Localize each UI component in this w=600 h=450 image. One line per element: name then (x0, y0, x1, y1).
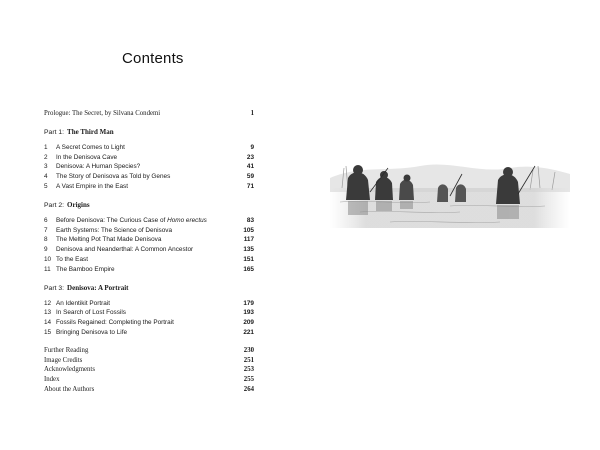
part-heading-2 (44, 200, 254, 210)
chapter-page: 23 (246, 153, 254, 161)
chapter-title: Earth Systems: The Science of Denisova (56, 226, 173, 234)
table-of-contents (44, 109, 254, 395)
chapter-title-italic: Homo erectus (167, 216, 207, 224)
part-heading-1 (44, 127, 254, 137)
chapter-number: 6 (44, 216, 48, 224)
chapter-title: Denisova: A Human Species? (56, 163, 141, 171)
chapter-title: A Secret Comes to Light (56, 143, 125, 151)
toc-entry-label: About the Authors (44, 385, 95, 393)
toc-entry-label: Image Credits (44, 356, 83, 364)
chapter-number: 11 (44, 265, 51, 273)
chapter-number: 12 (44, 299, 52, 307)
toc-entry-chapter-2[interactable] (44, 153, 254, 163)
chapter-title: A Vast Empire in the East (56, 182, 128, 190)
chapter-number: 8 (44, 236, 48, 244)
chapter-page: 135 (243, 246, 254, 254)
chapter-page: 193 (243, 309, 254, 317)
chapter-page: 105 (243, 226, 254, 234)
chapter-title (56, 216, 247, 226)
toc-entry-label: Prologue: The Secret, by Silvana Condemi (44, 110, 161, 117)
toc-entry-chapter-10[interactable] (44, 255, 254, 265)
toc-entry-page: 251 (243, 356, 254, 364)
toc-entry-chapter-3[interactable] (44, 162, 254, 172)
toc-entry-label: Index (44, 376, 60, 384)
chapter-page: 9 (250, 143, 254, 151)
toc-entry-index[interactable] (44, 375, 254, 385)
chapter-number: 9 (44, 246, 48, 254)
part-name: Denisova: A Portrait (67, 283, 129, 292)
toc-entry-image-credits[interactable] (44, 356, 254, 366)
toc-entry-chapter-9[interactable] (44, 245, 254, 255)
chapter-title-text: Before Denisova: The Curious Case of (56, 216, 166, 224)
toc-entry-chapter-15[interactable] (44, 328, 254, 338)
toc-entry-label: Further Reading (44, 346, 89, 354)
toc-entry-chapter-13[interactable] (44, 308, 254, 318)
toc-entry-prologue[interactable] (44, 109, 254, 119)
chapter-page: 209 (243, 319, 254, 327)
part-name: The Third Man (67, 127, 114, 136)
chapter-page: 83 (246, 216, 254, 224)
chapter-number: 2 (44, 153, 48, 161)
chapter-number: 14 (44, 319, 52, 327)
toc-entry-chapter-1[interactable] (44, 143, 254, 153)
chapter-number: 10 (44, 255, 52, 263)
toc-entry-chapter-14[interactable] (44, 318, 254, 328)
chapter-page: 165 (243, 265, 254, 273)
chapter-page: 221 (243, 328, 254, 336)
chapter-title: In the Denisova Cave (56, 153, 118, 161)
chapter-page: 41 (246, 163, 254, 171)
toc-entry-page: 264 (243, 385, 254, 393)
toc-entry-chapter-5[interactable] (44, 182, 254, 192)
chapter-title: An Identikit Portrait (56, 299, 110, 307)
toc-entry-page: 255 (243, 376, 254, 384)
chapter-number: 5 (44, 182, 48, 190)
chapter-number: 4 (44, 173, 48, 181)
chapter-number: 1 (44, 143, 48, 151)
toc-entry-page: 1 (250, 110, 254, 117)
chapter-title: The Bamboo Empire (56, 265, 115, 273)
part-heading-3 (44, 283, 254, 293)
chapter-title: To the East (56, 255, 88, 263)
toc-entry-chapter-7[interactable] (44, 226, 254, 236)
chapter-number: 3 (44, 163, 48, 171)
chapter-title: The Melting Pot That Made Denisova (56, 236, 162, 244)
toc-entry-acknowledgments[interactable] (44, 365, 254, 375)
toc-entry-chapter-12[interactable] (44, 299, 254, 309)
toc-entry-page: 230 (243, 346, 254, 354)
chapter-page: 151 (243, 255, 254, 263)
toc-entry-chapter-11[interactable] (44, 265, 254, 275)
chapter-number: 15 (44, 328, 52, 336)
chapter-page: 71 (246, 182, 254, 190)
chapter-title: Denisova and Neanderthal: A Common Ancestor (56, 246, 194, 254)
toc-entry-chapter-4[interactable] (44, 172, 254, 182)
toc-entry-chapter-6[interactable] (44, 216, 254, 226)
chapter-page: 179 (243, 299, 254, 307)
marsh-hunters-illustration (330, 130, 570, 245)
toc-entry-label: Acknowledgments (44, 366, 95, 374)
chapter-title: The Story of Denisova as Told by Genes (56, 173, 171, 181)
chapter-page: 117 (243, 236, 254, 244)
page-title: Contents (122, 50, 184, 67)
toc-entry-chapter-8[interactable] (44, 235, 254, 245)
part-prefix: Part 2: (44, 201, 65, 209)
chapter-title: In Search of Lost Fossils (56, 309, 126, 317)
toc-entry-further-reading[interactable] (44, 346, 254, 356)
chapter-number: 13 (44, 309, 52, 317)
chapter-title: Bringing Denisova to Life (56, 328, 128, 336)
chapter-title: Fossils Regained: Completing the Portrait (56, 319, 174, 327)
part-prefix: Part 1: (44, 128, 65, 136)
chapter-page: 59 (246, 173, 254, 181)
toc-entry-about-authors[interactable] (44, 385, 254, 395)
part-prefix: Part 3: (44, 284, 65, 292)
toc-entry-page: 253 (243, 366, 254, 374)
chapter-number: 7 (44, 226, 48, 234)
part-name: Origins (67, 200, 90, 209)
